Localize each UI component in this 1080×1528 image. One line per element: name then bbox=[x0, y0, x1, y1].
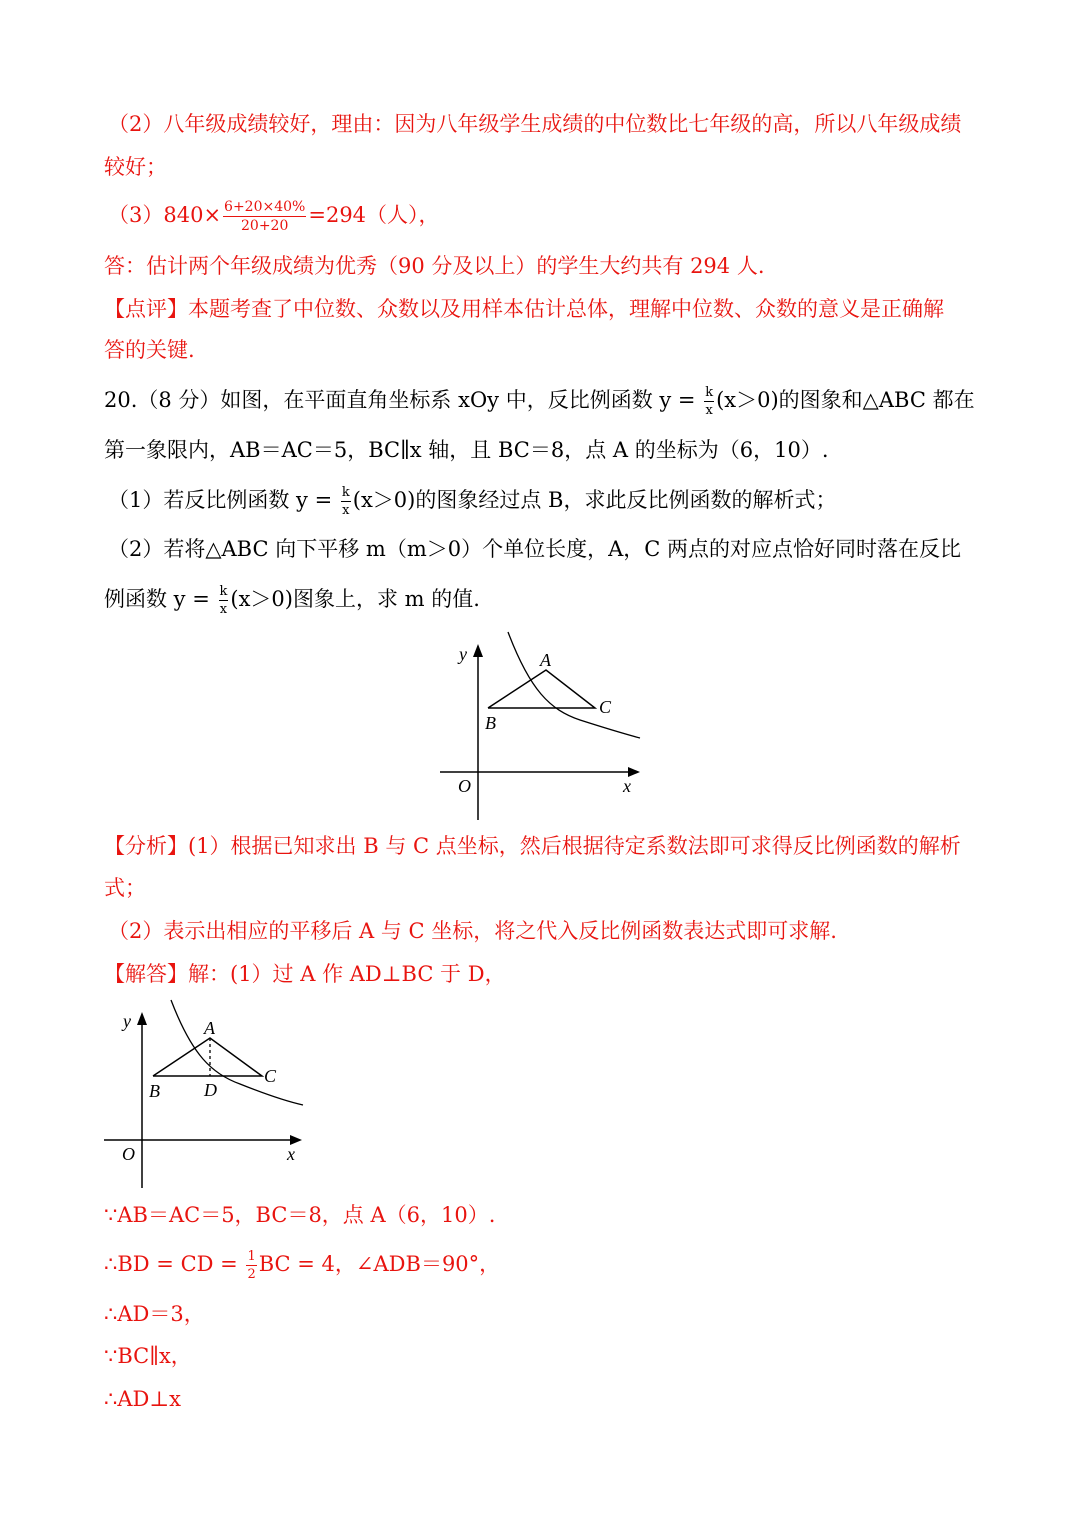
fig2-hyperbola bbox=[171, 1000, 303, 1105]
fig2-label-x: x bbox=[287, 1144, 295, 1164]
analysis-line3: （2）表示出相应的平移后 A 与 C 坐标，将之代入反比例函数表达式即可求解. bbox=[108, 919, 837, 943]
analysis-line2: 式； bbox=[104, 876, 146, 900]
question-line1 bbox=[104, 385, 975, 417]
step2-frac-den: 2 bbox=[247, 1267, 256, 1282]
figure-2 bbox=[100, 1000, 315, 1195]
question-line2: 第一象限内，AB＝AC＝5，BC∥x 轴，且 BC＝8，点 A 的坐标为（6，10）. bbox=[104, 438, 829, 462]
solution-step3: ∴AD＝3， bbox=[104, 1302, 205, 1326]
fig2-triangle bbox=[153, 1038, 262, 1076]
question-line1-suffix: (x＞0)的图象和△ABC 都在 bbox=[716, 388, 975, 412]
part3-frac-num: 6+20×40% bbox=[224, 199, 306, 215]
fig2-label-C: C bbox=[264, 1066, 277, 1086]
fig1-label-O: O bbox=[458, 776, 471, 796]
sub1-frac-den: x bbox=[342, 503, 350, 518]
answer-line: 答：估计两个年级成绩为优秀（90 分及以上）的学生大约共有 294 人. bbox=[104, 254, 765, 278]
fig2-label-A: A bbox=[204, 1018, 215, 1038]
fig1-label-B: B bbox=[485, 713, 496, 733]
part2-line2: 较好； bbox=[104, 155, 167, 179]
part3-frac-den: 20+20 bbox=[241, 218, 289, 234]
sub1-fraction bbox=[341, 486, 351, 517]
fig1-label-x: x bbox=[623, 776, 631, 796]
sub2-line1: （2）若将△ABC 向下平移 m（m＞0）个单位长度，A，C 两点的对应点恰好同时落在反比 bbox=[108, 537, 962, 561]
part3-fraction bbox=[223, 200, 306, 233]
part3-line bbox=[108, 200, 440, 233]
part2-line1: （2）八年级成绩较好，理由：因为八年级学生成绩的中位数比七年级的高，所以八年级成绩 bbox=[108, 112, 962, 136]
part3-suffix: =294（人）， bbox=[308, 203, 440, 227]
sub2-frac-num: k bbox=[219, 584, 228, 599]
solution-intro: 【解答】解：(1）过 A 作 AD⊥BC 于 D， bbox=[104, 962, 506, 986]
fig2-label-O: O bbox=[122, 1144, 135, 1164]
sub2-suffix: (x＞0)图象上，求 m 的值. bbox=[230, 587, 480, 611]
fig2-label-D: D bbox=[204, 1080, 217, 1100]
q-frac1-num: k bbox=[705, 385, 714, 400]
analysis-line1: 【分析】(1）根据已知求出 B 与 C 点坐标，然后根据待定系数法即可求得反比例函数的解析 bbox=[104, 834, 961, 858]
fig2-label-y: y bbox=[123, 1011, 131, 1031]
question-line1-prefix: 20.（8 分）如图，在平面直角坐标系 xOy 中，反比例函数 y = bbox=[104, 388, 703, 412]
solution-step4: ∵BC∥x， bbox=[104, 1344, 192, 1368]
sub2-fraction bbox=[219, 585, 229, 616]
sub1-suffix: (x＞0)的图象经过点 B，求此反比例函数的解析式； bbox=[352, 488, 837, 512]
step2-suffix: BC = 4，∠ADB＝90°， bbox=[258, 1252, 501, 1276]
q-frac1-den: x bbox=[705, 403, 713, 418]
comment-line1: 【点评】本题考查了中位数、众数以及用样本估计总体，理解中位数、众数的意义是正确解 bbox=[104, 297, 944, 321]
question-fraction-1 bbox=[704, 386, 714, 417]
figure-1 bbox=[430, 630, 660, 830]
comment-line2: 答的关键. bbox=[104, 338, 195, 362]
fig1-hyperbola bbox=[508, 632, 640, 738]
fig1-y-arrow bbox=[473, 644, 483, 657]
sub2-frac-den: x bbox=[219, 602, 228, 617]
fig1-triangle bbox=[488, 670, 595, 708]
fig1-label-y: y bbox=[459, 644, 467, 664]
sub1-line bbox=[108, 485, 836, 517]
solution-step5: ∴AD⊥x bbox=[104, 1387, 181, 1411]
step2-prefix: ∴BD = CD = bbox=[104, 1252, 245, 1276]
fig2-y-arrow bbox=[137, 1012, 147, 1025]
step2-frac-num: 1 bbox=[247, 1249, 256, 1264]
solution-step2 bbox=[104, 1249, 500, 1281]
sub1-frac-num: k bbox=[341, 485, 350, 500]
part3-prefix: （3）840× bbox=[108, 203, 222, 227]
solution-step1: ∵AB＝AC＝5，BC＝8，点 A（6，10）. bbox=[104, 1203, 496, 1227]
sub2-prefix: 例函数 y = bbox=[104, 587, 217, 611]
fig1-label-A: A bbox=[540, 650, 551, 670]
step2-fraction bbox=[246, 1250, 256, 1281]
sub1-prefix: （1）若反比例函数 y = bbox=[108, 488, 339, 512]
fig2-label-B: B bbox=[149, 1081, 160, 1101]
sub2-line2 bbox=[104, 584, 480, 616]
fig1-label-C: C bbox=[599, 697, 612, 717]
